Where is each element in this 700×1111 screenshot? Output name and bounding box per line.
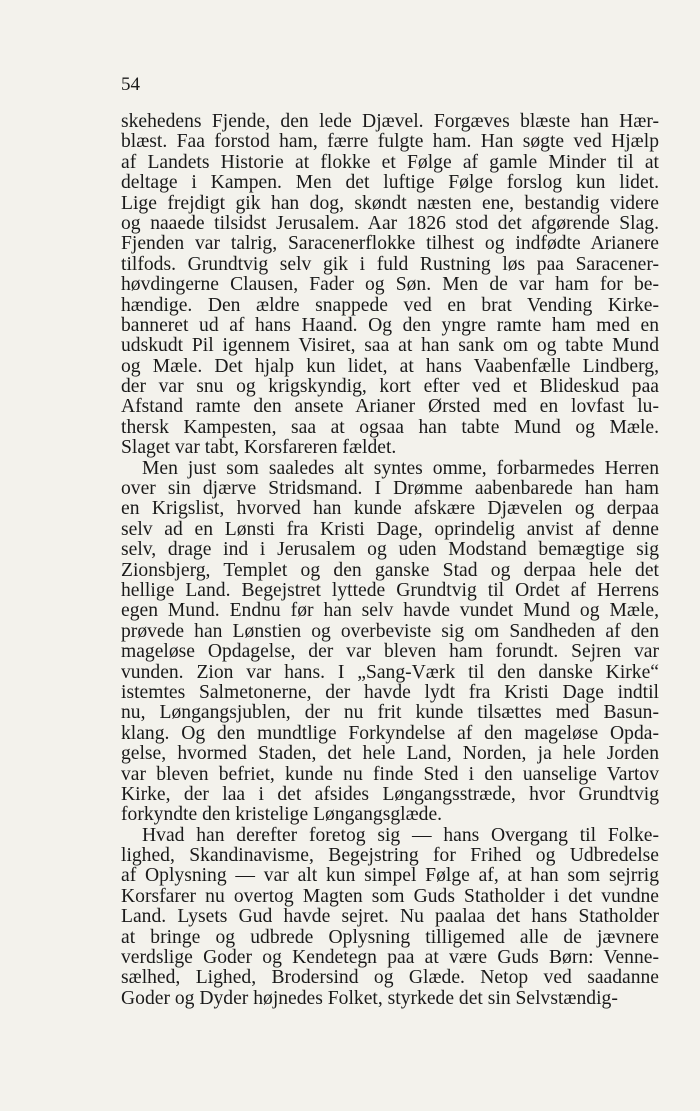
text-line: skehedens Fjende, den lede Djævel. Forgæves blæste han Hær- xyxy=(121,111,659,132)
text-line: Fjenden var talrig, Saracenerflokke tilhest og indfødte Arianere xyxy=(121,233,659,255)
text-line: over sin djærve Stridsmand. I Drømme aabenbarede han ham xyxy=(121,478,659,500)
text-line: sælhed, Lighed, Brodersind og Glæde. Netop ved saadanne xyxy=(121,967,659,989)
page-number: 54 xyxy=(121,74,140,95)
text-line: og Mæle. Det hjalp kun lidet, at hans Vaabenfælle Lindberg, xyxy=(121,355,659,377)
text-line: thersk Kampesten, saa at ogsaa han tabte Mund og Mæle. xyxy=(121,416,659,438)
text-line: og naaede tilsidst Jerusalem. Aar 1826 stod det afgørende Slag. xyxy=(121,212,659,234)
text-line: Slaget var tabt, Korsfareren fældet. xyxy=(121,437,397,459)
text-line: deltage i Kampen. Men det luftige Følge forslog kun lidet. xyxy=(121,172,659,194)
text-line: Goder og Dyder højnedes Folket, styrkede det sin Selvstændig- xyxy=(121,987,618,1009)
paragraph xyxy=(121,826,659,1010)
text-line: nu, Løngangsjublen, der nu frit kunde tilsættes med Basun- xyxy=(121,702,659,724)
text-line: forkyndte den kristelige Løngangsglæde. xyxy=(121,804,443,826)
text-line: af Oplysning — var alt kun simpel Følge af, at han som sejrrig xyxy=(121,865,659,887)
text-line: Land. Lysets Gud havde sejret. Nu paalaa det hans Statholder xyxy=(121,906,659,928)
text-line: lighed, Skandinavisme, Begejstring for Frihed og Udbredelse xyxy=(121,845,659,867)
text-line: mageløse Opdagelse, der var bleven ham forundt. Sejren var xyxy=(121,641,659,663)
text-line: at bringe og udbrede Oplysning tilligemed alle de jævnere xyxy=(121,926,659,948)
text-line: gelse, hvormed Staden, det hele Land, Norden, ja hele Jorden xyxy=(121,743,659,765)
text-line: istemtes Salmetonerne, der havde lydt fra Kristi Dage indtil xyxy=(121,681,659,703)
text-line: selv, drage ind i Jerusalem og uden Modstand bemægtige sig xyxy=(121,539,659,561)
text-line: udskudt Pil igennem Visiret, saa at han sank om og tabte Mund xyxy=(121,335,659,357)
text-line: banneret ud af hans Haand. Og den yngre ramte ham med en xyxy=(121,314,659,336)
text-line: tilfods. Grundtvig selv gik i fuld Rustning løs paa Saracener- xyxy=(121,253,659,275)
text-line: Afstand ramte den ansete Arianer Ørsted med en lovfast lu- xyxy=(121,396,659,418)
text-line: Men just som saaledes alt syntes omme, forbarmedes Herren xyxy=(142,457,659,479)
text-line: der var snu og krigskyndig, kort efter ved et Blideskud paa xyxy=(121,376,659,398)
text-line: høvdingerne Clausen, Fader og Søn. Men de var ham for be- xyxy=(121,274,659,296)
text-line: Lige frejdigt gik han dog, skøndt næsten ene, bestandig videre xyxy=(121,192,659,214)
text-line: Korsfarer nu overtog Magten som Guds Statholder i det vundne xyxy=(121,885,659,907)
text-line: selv ad en Lønsti fra Kristi Dage, oprindelig anvist af denne xyxy=(121,518,659,540)
body-text xyxy=(121,112,659,1009)
text-line: hændige. Den ældre snappede ved en brat Vending Kirke- xyxy=(121,294,659,316)
text-line: hellige Land. Begejstret lyttede Grundtvig til Ordet af Herrens xyxy=(121,579,659,601)
text-line: Zionsbjerg, Templet og den ganske Stad og derpaa hele det xyxy=(121,559,659,581)
text-line: prøvede han Lønstien og overbeviste sig om Sandheden af den xyxy=(121,620,659,642)
text-line: af Landets Historie at flokke et Følge af gamle Minder til at xyxy=(121,151,659,173)
text-line: Hvad han derefter foretog sig — hans Overgang til Folke- xyxy=(142,824,659,846)
text-line: en Krigslist, hvorved han kunde afskære Djævelen og derpaa xyxy=(121,498,659,520)
text-line: verdslige Goder og Kendetegn paa at være Guds Børn: Venne- xyxy=(121,947,659,969)
text-line: klang. Og den mundtlige Forkyndelse af den mageløse Opda- xyxy=(121,722,659,744)
text-line: egen Mund. Endnu før han selv havde vundet Mund og Mæle, xyxy=(121,600,659,622)
text-line: vunden. Zion var hans. I „Sang-Værk til den danske Kirke“ xyxy=(121,661,659,683)
paragraph xyxy=(121,112,659,459)
text-line: Kirke, der laa i det afsides Løngangsstræde, hvor Grundtvig xyxy=(121,783,659,805)
text-line: blæst. Faa forstod ham, færre fulgte ham. Han søgte ved Hjælp xyxy=(121,131,659,153)
text-line: var bleven befriet, kunde nu finde Sted i den uanselige Vartov xyxy=(121,763,659,785)
paragraph xyxy=(121,459,659,826)
